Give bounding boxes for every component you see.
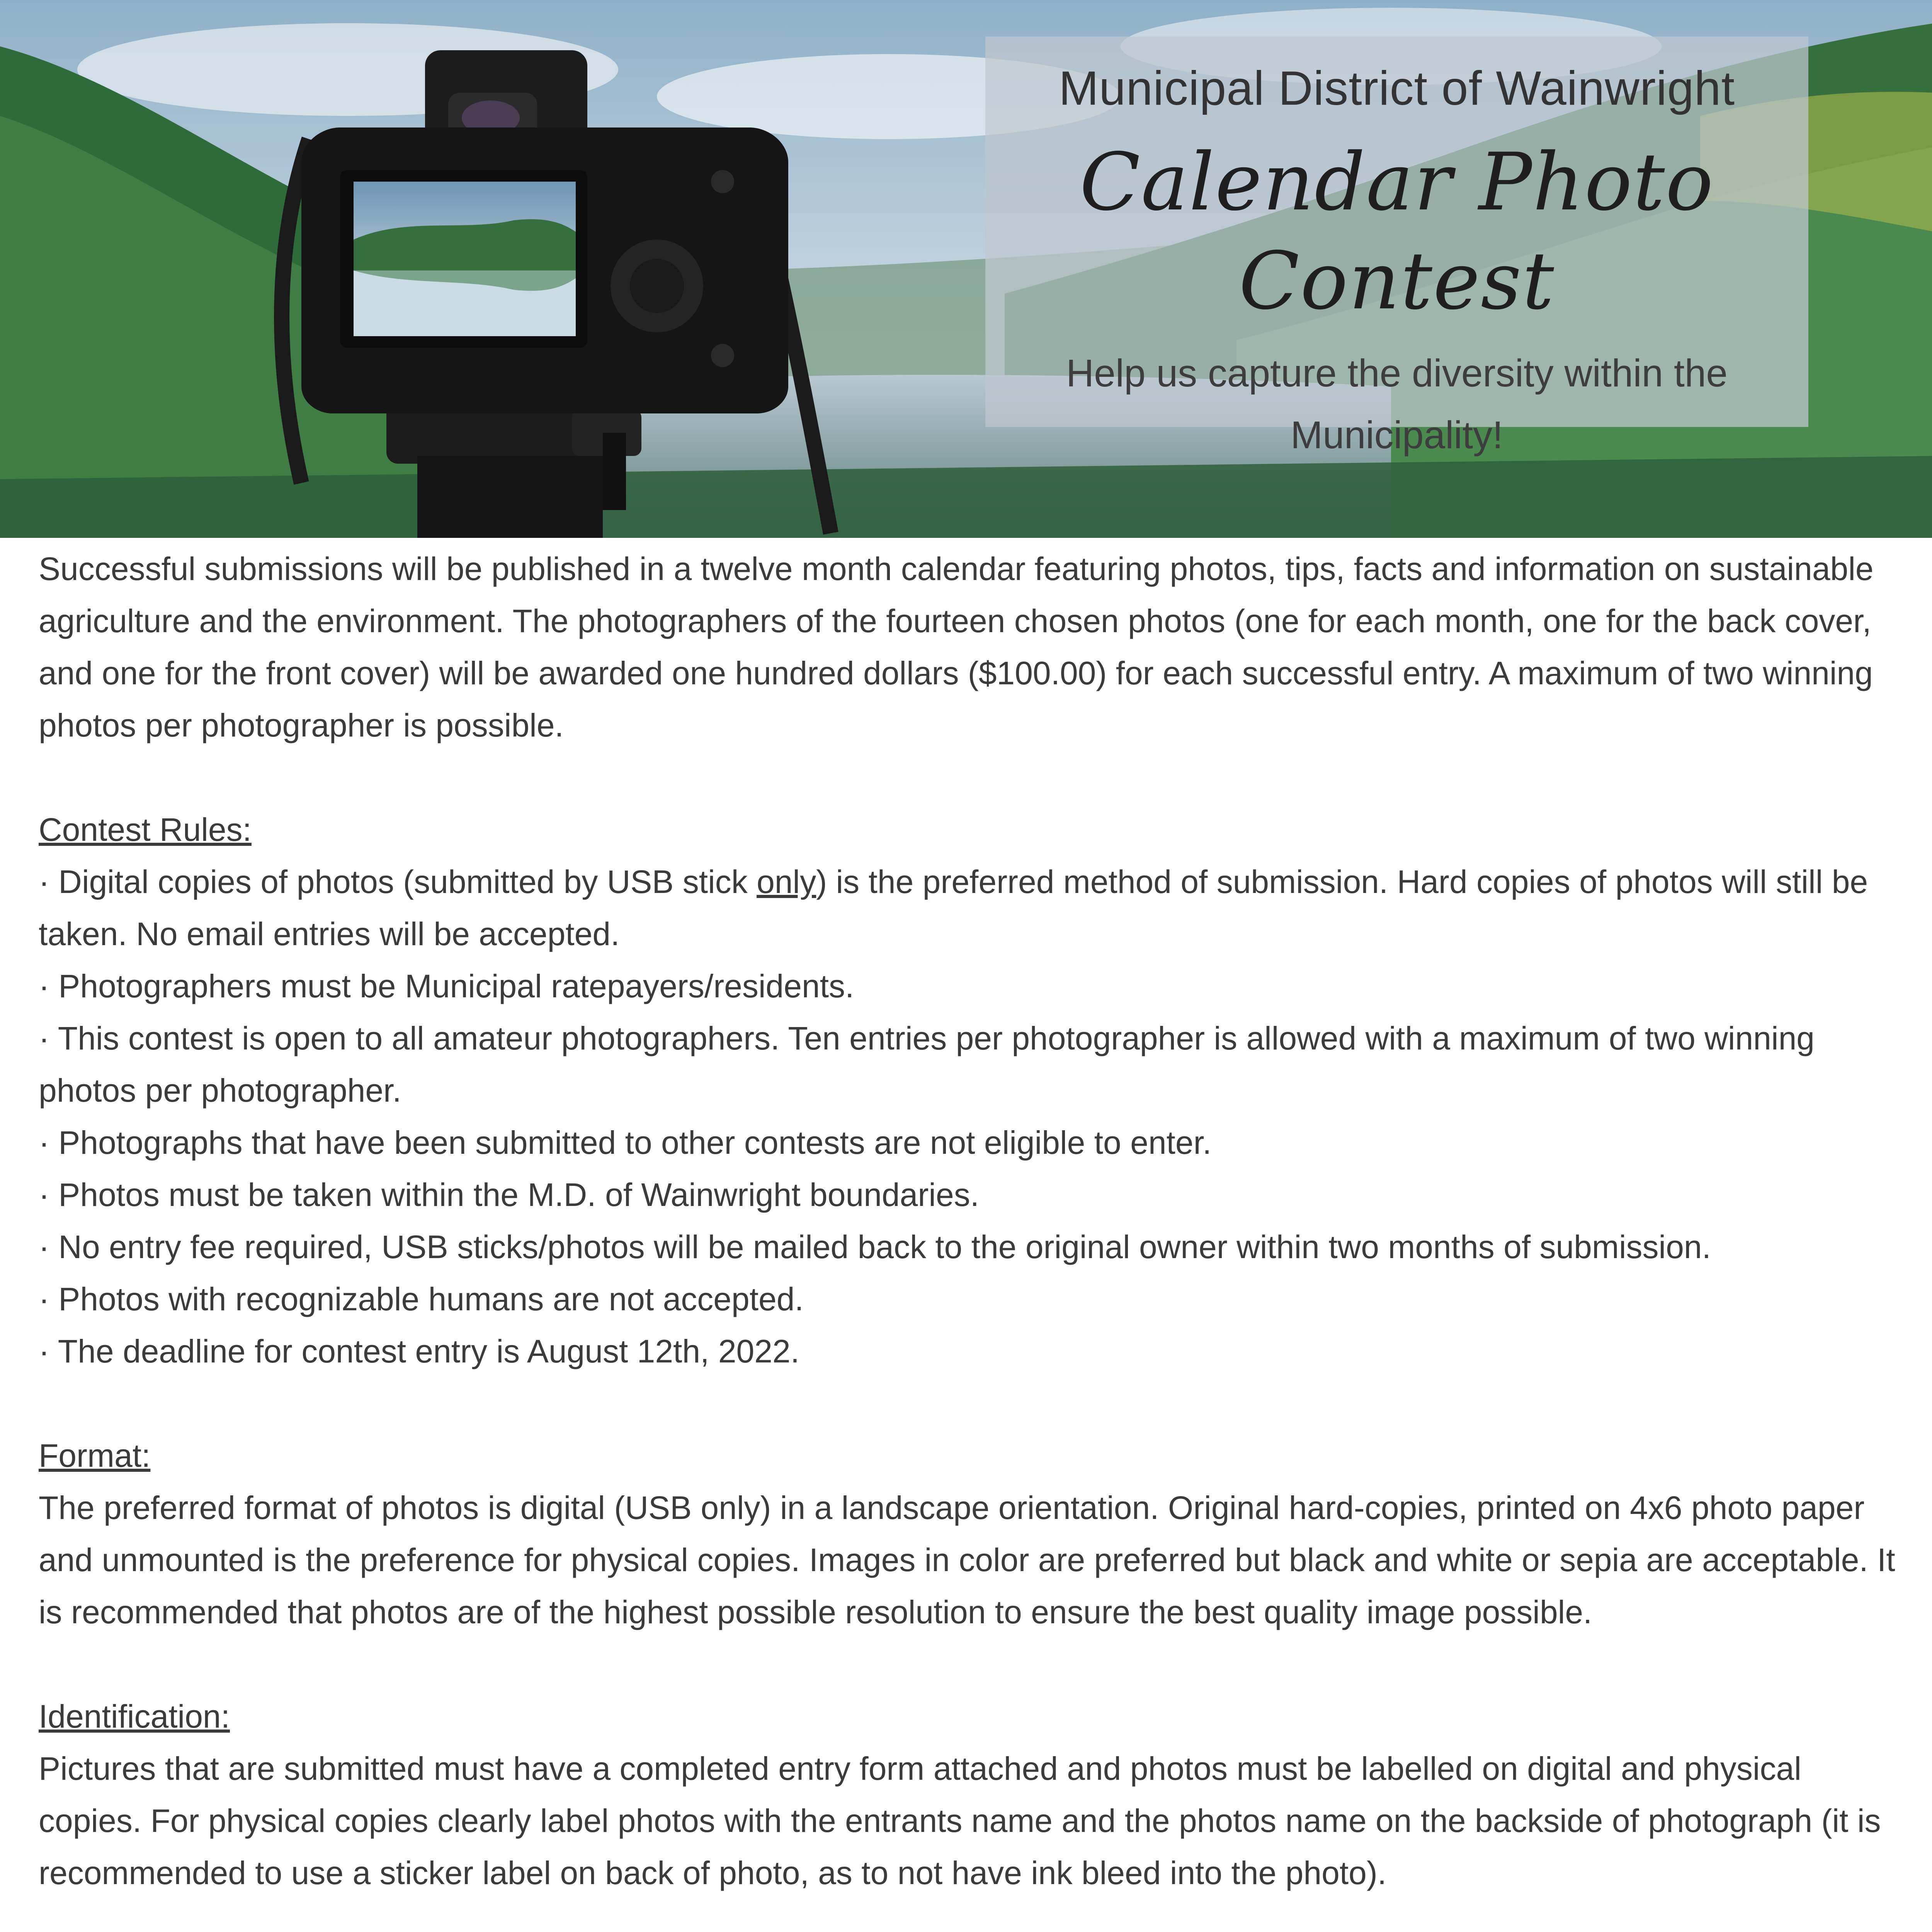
spacer xyxy=(39,1638,1901,1690)
rule-item: · Photos with recognizable humans are not accepted. xyxy=(39,1281,804,1317)
spacer xyxy=(39,1378,1901,1430)
organization-name: Municipal District of Wainwright xyxy=(1058,62,1735,115)
spacer xyxy=(39,752,1901,804)
rule-text-after: ) is the preferred method of submission. Hard copies of photos will still be taken. No email entries will be accepted. xyxy=(39,864,1868,952)
spacer xyxy=(39,1899,1901,1932)
format-heading: Format: xyxy=(39,1437,151,1474)
identification-heading: Identification: xyxy=(39,1698,230,1735)
rule-item: · Photos must be taken within the M.D. of Wainwright boundaries. xyxy=(39,1177,980,1213)
document-body xyxy=(39,543,1901,1932)
title-panel xyxy=(985,37,1808,457)
header-banner xyxy=(0,0,1932,538)
rule-item: · Photographers must be Municipal ratepayers/residents. xyxy=(39,968,854,1004)
rule-item xyxy=(39,856,1901,960)
rule-item: · Photographs that have been submitted to other contests are not eligible to enter. xyxy=(39,1124,1212,1161)
intro-paragraph: Successful submissions will be published in a twelve month calendar featuring photos, tips, facts and information on sustainable agriculture and the environment. The photographers of the fourteen chosen photos (one for each month, one for the back cover, and one for the front cover) will be awarded one hundred dollars ($100.00) for each successful entry. A maximum of two winning photos per photographer is possible. xyxy=(39,551,1874,743)
rule-text-before: · Digital copies of photos (submitted by USB stick xyxy=(39,864,757,900)
rule-item: · The deadline for contest entry is August 12th, 2022. xyxy=(39,1333,800,1369)
tagline: Help us capture the diversity within the Municipality! xyxy=(1066,352,1728,457)
format-paragraph: The preferred format of photos is digital (USB only) in a landscape orientation. Original hard-copies, printed on 4x6 photo paper and unmounted is the preference for physical copies. Images in color are preferred but black and white or sepia are acceptable. It is recommended that photos are of the highest possible resolution to ensure the best quality image possible. xyxy=(39,1490,1895,1630)
rule-text-underlined: only xyxy=(757,864,816,900)
rule-item: · No entry fee required, USB sticks/photos will be mailed back to the original owner within two months of submission. xyxy=(39,1229,1711,1265)
identification-paragraph: Pictures that are submitted must have a completed entry form attached and photos must be labelled on digital and physical copies. For physical copies clearly label photos with the entrants name and the photos name on the backside of photograph (it is recommended to use a sticker label on back of photo, as to not have ink bleed into the photo). xyxy=(39,1750,1881,1891)
rule-item: · This contest is open to all amateur photographers. Ten entries per photographer is allowed with a maximum of two winning photos per photographer. xyxy=(39,1020,1815,1109)
rules-heading: Contest Rules: xyxy=(39,811,252,848)
contest-title: Calendar Photo Contest xyxy=(1080,136,1714,328)
